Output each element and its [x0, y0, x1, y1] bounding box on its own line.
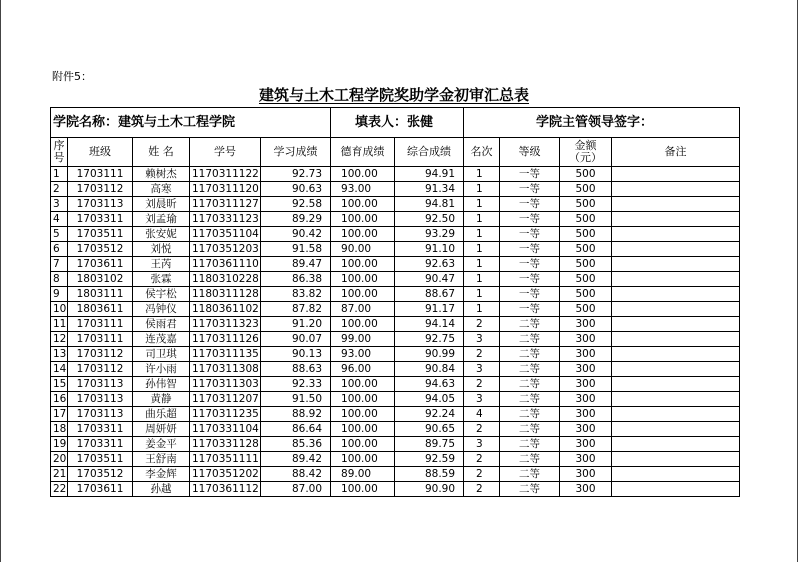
cell-name: 周妍妍 — [133, 422, 190, 437]
cell-grade: 一等 — [500, 287, 560, 302]
cell-class: 1703311 — [68, 212, 133, 227]
cell-moral-score: 100.00 — [331, 452, 395, 467]
cell-study-score: 90.63 — [261, 182, 331, 197]
cell-amount: 500 — [560, 257, 612, 272]
table-row — [51, 467, 740, 482]
cell-total-score: 90.84 — [395, 362, 464, 377]
cell-name: 王芮 — [133, 257, 190, 272]
cell-remark — [612, 197, 740, 212]
cell-seq: 12 — [51, 332, 68, 347]
cell-remark — [612, 482, 740, 497]
cell-seq: 11 — [51, 317, 68, 332]
cell-student-id: 1170311126 — [190, 332, 261, 347]
cell-seq: 16 — [51, 392, 68, 407]
cell-rank: 1 — [464, 302, 500, 317]
cell-grade: 二等 — [500, 452, 560, 467]
cell-name: 曲乐超 — [133, 407, 190, 422]
cell-total-score: 90.99 — [395, 347, 464, 362]
cell-seq: 14 — [51, 362, 68, 377]
meta-row — [51, 108, 740, 138]
cell-rank: 2 — [464, 317, 500, 332]
header-student-id: 学号 — [190, 138, 261, 167]
cell-study-score: 90.07 — [261, 332, 331, 347]
cell-remark — [612, 227, 740, 242]
page-left-border — [0, 0, 1, 562]
cell-amount: 500 — [560, 302, 612, 317]
cell-class: 1703113 — [68, 377, 133, 392]
cell-grade: 二等 — [500, 317, 560, 332]
cell-class: 1703111 — [68, 167, 133, 182]
cell-seq: 18 — [51, 422, 68, 437]
cell-rank: 1 — [464, 257, 500, 272]
cell-moral-score: 99.00 — [331, 332, 395, 347]
cell-name: 刘悦 — [133, 242, 190, 257]
cell-student-id: 1180361102 — [190, 302, 261, 317]
cell-student-id: 1170331104 — [190, 422, 261, 437]
cell-seq: 10 — [51, 302, 68, 317]
cell-total-score: 88.59 — [395, 467, 464, 482]
cell-name: 侯宇松 — [133, 287, 190, 302]
cell-seq: 13 — [51, 347, 68, 362]
cell-total-score: 91.17 — [395, 302, 464, 317]
table-row — [51, 377, 740, 392]
table-row — [51, 197, 740, 212]
cell-study-score: 92.33 — [261, 377, 331, 392]
cell-class: 1703113 — [68, 392, 133, 407]
cell-moral-score: 100.00 — [331, 317, 395, 332]
cell-amount: 500 — [560, 272, 612, 287]
table-row — [51, 212, 740, 227]
cell-remark — [612, 317, 740, 332]
cell-student-id: 1170311207 — [190, 392, 261, 407]
cell-remark — [612, 272, 740, 287]
cell-name: 高寒 — [133, 182, 190, 197]
header-name: 姓 名 — [133, 138, 190, 167]
cell-grade: 二等 — [500, 467, 560, 482]
cell-moral-score: 100.00 — [331, 167, 395, 182]
cell-name: 孙越 — [133, 482, 190, 497]
cell-seq: 8 — [51, 272, 68, 287]
cell-total-score: 93.29 — [395, 227, 464, 242]
cell-moral-score: 100.00 — [331, 392, 395, 407]
cell-seq: 4 — [51, 212, 68, 227]
table-row — [51, 362, 740, 377]
table-row — [51, 167, 740, 182]
cell-grade: 二等 — [500, 392, 560, 407]
cell-remark — [612, 182, 740, 197]
cell-class: 1703112 — [68, 182, 133, 197]
cell-total-score: 90.90 — [395, 482, 464, 497]
cell-total-score: 94.81 — [395, 197, 464, 212]
cell-seq: 19 — [51, 437, 68, 452]
cell-rank: 4 — [464, 407, 500, 422]
cell-moral-score: 100.00 — [331, 437, 395, 452]
cell-study-score: 86.38 — [261, 272, 331, 287]
cell-study-score: 87.00 — [261, 482, 331, 497]
cell-moral-score: 93.00 — [331, 347, 395, 362]
cell-student-id: 1170311308 — [190, 362, 261, 377]
cell-student-id: 1170331128 — [190, 437, 261, 452]
cell-rank: 1 — [464, 212, 500, 227]
cell-amount: 300 — [560, 392, 612, 407]
cell-student-id: 1170311127 — [190, 197, 261, 212]
cell-name: 姜金平 — [133, 437, 190, 452]
cell-remark — [612, 407, 740, 422]
cell-remark — [612, 452, 740, 467]
cell-seq: 1 — [51, 167, 68, 182]
cell-remark — [612, 392, 740, 407]
header-amount: 金额（元） — [560, 138, 612, 167]
cell-name: 张安妮 — [133, 227, 190, 242]
cell-grade: 二等 — [500, 422, 560, 437]
cell-amount: 300 — [560, 452, 612, 467]
page-title: 建筑与土木工程学院奖助学金初审汇总表 — [258, 86, 529, 104]
cell-amount: 500 — [560, 167, 612, 182]
table-row — [51, 482, 740, 497]
cell-rank: 2 — [464, 422, 500, 437]
cell-remark — [612, 377, 740, 392]
cell-student-id: 1170351202 — [190, 467, 261, 482]
cell-remark — [612, 167, 740, 182]
header-class: 班级 — [68, 138, 133, 167]
header-moral-score: 德育成绩 — [331, 138, 395, 167]
leader-signature: 学院主管领导签字： — [464, 108, 740, 138]
header-row — [51, 138, 740, 167]
cell-amount: 300 — [560, 437, 612, 452]
cell-student-id: 1170351203 — [190, 242, 261, 257]
cell-total-score: 92.24 — [395, 407, 464, 422]
cell-study-score: 91.50 — [261, 392, 331, 407]
table-row — [51, 227, 740, 242]
cell-total-score: 92.63 — [395, 257, 464, 272]
cell-name: 侯雨君 — [133, 317, 190, 332]
cell-amount: 300 — [560, 422, 612, 437]
cell-study-score: 86.64 — [261, 422, 331, 437]
cell-rank: 3 — [464, 362, 500, 377]
cell-student-id: 1170351111 — [190, 452, 261, 467]
cell-class: 1703113 — [68, 407, 133, 422]
cell-total-score: 88.67 — [395, 287, 464, 302]
cell-amount: 500 — [560, 227, 612, 242]
cell-amount: 300 — [560, 317, 612, 332]
cell-class: 1703113 — [68, 197, 133, 212]
cell-class: 1703111 — [68, 317, 133, 332]
cell-grade: 一等 — [500, 182, 560, 197]
cell-remark — [612, 332, 740, 347]
cell-class: 1703112 — [68, 362, 133, 377]
cell-study-score: 88.92 — [261, 407, 331, 422]
cell-remark — [612, 212, 740, 227]
cell-remark — [612, 437, 740, 452]
cell-moral-score: 100.00 — [331, 482, 395, 497]
cell-moral-score: 100.00 — [331, 407, 395, 422]
cell-grade: 一等 — [500, 167, 560, 182]
cell-name: 冯钟仪 — [133, 302, 190, 317]
table-row — [51, 392, 740, 407]
cell-class: 1703111 — [68, 332, 133, 347]
summary-table — [50, 107, 740, 497]
cell-seq: 21 — [51, 467, 68, 482]
cell-moral-score: 90.00 — [331, 242, 395, 257]
cell-class: 1703112 — [68, 347, 133, 362]
header-total-score: 综合成绩 — [395, 138, 464, 167]
form-filler: 填表人：张健 — [331, 108, 464, 138]
cell-class: 1703511 — [68, 227, 133, 242]
cell-amount: 500 — [560, 242, 612, 257]
cell-amount: 300 — [560, 362, 612, 377]
table-row — [51, 287, 740, 302]
cell-student-id: 1170361110 — [190, 257, 261, 272]
cell-name: 赖树杰 — [133, 167, 190, 182]
cell-rank: 3 — [464, 332, 500, 347]
cell-seq: 6 — [51, 242, 68, 257]
cell-moral-score: 100.00 — [331, 287, 395, 302]
cell-student-id: 1170311303 — [190, 377, 261, 392]
cell-seq: 5 — [51, 227, 68, 242]
cell-rank: 1 — [464, 167, 500, 182]
cell-class: 1703311 — [68, 437, 133, 452]
cell-grade: 二等 — [500, 377, 560, 392]
cell-moral-score: 100.00 — [331, 377, 395, 392]
cell-seq: 3 — [51, 197, 68, 212]
cell-rank: 2 — [464, 377, 500, 392]
cell-amount: 300 — [560, 467, 612, 482]
cell-name: 刘晨昕 — [133, 197, 190, 212]
cell-name: 司卫琪 — [133, 347, 190, 362]
cell-name: 连茂嘉 — [133, 332, 190, 347]
cell-name: 王舒南 — [133, 452, 190, 467]
table-row — [51, 317, 740, 332]
cell-remark — [612, 302, 740, 317]
cell-moral-score: 100.00 — [331, 197, 395, 212]
cell-total-score: 94.14 — [395, 317, 464, 332]
cell-amount: 500 — [560, 212, 612, 227]
cell-amount: 300 — [560, 332, 612, 347]
cell-rank: 3 — [464, 392, 500, 407]
cell-moral-score: 87.00 — [331, 302, 395, 317]
cell-study-score: 88.63 — [261, 362, 331, 377]
cell-remark — [612, 347, 740, 362]
cell-moral-score: 89.00 — [331, 467, 395, 482]
cell-study-score: 85.36 — [261, 437, 331, 452]
cell-student-id: 1170311323 — [190, 317, 261, 332]
table-row — [51, 437, 740, 452]
cell-seq: 17 — [51, 407, 68, 422]
table-row — [51, 332, 740, 347]
cell-rank: 2 — [464, 482, 500, 497]
cell-student-id: 1170331123 — [190, 212, 261, 227]
cell-seq: 15 — [51, 377, 68, 392]
cell-rank: 1 — [464, 287, 500, 302]
cell-total-score: 94.63 — [395, 377, 464, 392]
cell-rank: 1 — [464, 197, 500, 212]
cell-amount: 500 — [560, 197, 612, 212]
cell-grade: 一等 — [500, 257, 560, 272]
cell-study-score: 83.82 — [261, 287, 331, 302]
cell-class: 1803111 — [68, 287, 133, 302]
table-row — [51, 182, 740, 197]
cell-study-score: 91.58 — [261, 242, 331, 257]
cell-student-id: 1170311120 — [190, 182, 261, 197]
cell-total-score: 90.65 — [395, 422, 464, 437]
cell-seq: 22 — [51, 482, 68, 497]
cell-amount: 500 — [560, 287, 612, 302]
cell-moral-score: 100.00 — [331, 422, 395, 437]
attachment-label: 附件5： — [52, 70, 92, 83]
cell-study-score: 88.42 — [261, 467, 331, 482]
cell-study-score: 90.13 — [261, 347, 331, 362]
table-row — [51, 242, 740, 257]
header-rank: 名次 — [464, 138, 500, 167]
table-row — [51, 422, 740, 437]
cell-total-score: 94.91 — [395, 167, 464, 182]
cell-study-score: 92.58 — [261, 197, 331, 212]
table-row — [51, 347, 740, 362]
cell-grade: 二等 — [500, 437, 560, 452]
header-study-score: 学习成绩 — [261, 138, 331, 167]
cell-study-score: 90.42 — [261, 227, 331, 242]
cell-grade: 二等 — [500, 407, 560, 422]
cell-class: 1703611 — [68, 482, 133, 497]
cell-remark — [612, 257, 740, 272]
cell-amount: 500 — [560, 182, 612, 197]
cell-rank: 1 — [464, 272, 500, 287]
cell-grade: 一等 — [500, 302, 560, 317]
cell-grade: 一等 — [500, 272, 560, 287]
cell-student-id: 1170311122 — [190, 167, 261, 182]
cell-amount: 300 — [560, 407, 612, 422]
cell-grade: 一等 — [500, 197, 560, 212]
cell-grade: 一等 — [500, 212, 560, 227]
cell-moral-score: 100.00 — [331, 227, 395, 242]
header-grade: 等级 — [500, 138, 560, 167]
cell-class: 1703512 — [68, 467, 133, 482]
cell-rank: 1 — [464, 242, 500, 257]
cell-name: 刘孟瑜 — [133, 212, 190, 227]
cell-student-id: 1170351104 — [190, 227, 261, 242]
cell-total-score: 94.05 — [395, 392, 464, 407]
cell-class: 1803611 — [68, 302, 133, 317]
cell-study-score: 91.20 — [261, 317, 331, 332]
cell-student-id: 1180310228 — [190, 272, 261, 287]
school-name: 学院名称：建筑与土木工程学院 — [51, 108, 331, 138]
cell-rank: 2 — [464, 452, 500, 467]
cell-name: 孙伟智 — [133, 377, 190, 392]
table-row — [51, 272, 740, 287]
cell-remark — [612, 362, 740, 377]
cell-student-id: 1170311235 — [190, 407, 261, 422]
cell-seq: 7 — [51, 257, 68, 272]
cell-total-score: 89.75 — [395, 437, 464, 452]
cell-total-score: 92.50 — [395, 212, 464, 227]
cell-rank: 3 — [464, 437, 500, 452]
cell-class: 1803102 — [68, 272, 133, 287]
cell-name: 许小雨 — [133, 362, 190, 377]
cell-remark — [612, 287, 740, 302]
table-row — [51, 452, 740, 467]
cell-study-score: 92.73 — [261, 167, 331, 182]
table-row — [51, 302, 740, 317]
cell-name: 张霖 — [133, 272, 190, 287]
header-remark: 备注 — [612, 138, 740, 167]
cell-total-score: 91.34 — [395, 182, 464, 197]
cell-class: 1703512 — [68, 242, 133, 257]
cell-grade: 二等 — [500, 332, 560, 347]
cell-remark — [612, 422, 740, 437]
cell-seq: 9 — [51, 287, 68, 302]
cell-study-score: 87.82 — [261, 302, 331, 317]
cell-seq: 2 — [51, 182, 68, 197]
cell-grade: 二等 — [500, 362, 560, 377]
cell-moral-score: 100.00 — [331, 212, 395, 227]
cell-amount: 300 — [560, 347, 612, 362]
table-row — [51, 257, 740, 272]
cell-remark — [612, 467, 740, 482]
cell-moral-score: 100.00 — [331, 257, 395, 272]
cell-grade: 二等 — [500, 347, 560, 362]
cell-amount: 300 — [560, 482, 612, 497]
cell-moral-score: 93.00 — [331, 182, 395, 197]
cell-study-score: 89.47 — [261, 257, 331, 272]
cell-total-score: 92.75 — [395, 332, 464, 347]
cell-study-score: 89.29 — [261, 212, 331, 227]
header-seq: 序号 — [51, 138, 68, 167]
cell-grade: 二等 — [500, 482, 560, 497]
cell-moral-score: 96.00 — [331, 362, 395, 377]
cell-seq: 20 — [51, 452, 68, 467]
cell-moral-score: 100.00 — [331, 272, 395, 287]
cell-rank: 1 — [464, 182, 500, 197]
cell-name: 黄静 — [133, 392, 190, 407]
cell-study-score: 89.42 — [261, 452, 331, 467]
cell-rank: 1 — [464, 227, 500, 242]
cell-student-id: 1170311135 — [190, 347, 261, 362]
cell-class: 1703611 — [68, 257, 133, 272]
cell-rank: 2 — [464, 347, 500, 362]
cell-class: 1703511 — [68, 452, 133, 467]
cell-student-id: 1170361112 — [190, 482, 261, 497]
cell-class: 1703311 — [68, 422, 133, 437]
cell-total-score: 91.10 — [395, 242, 464, 257]
cell-total-score: 92.59 — [395, 452, 464, 467]
cell-name: 李金辉 — [133, 467, 190, 482]
cell-grade: 一等 — [500, 227, 560, 242]
cell-rank: 2 — [464, 467, 500, 482]
table-row — [51, 407, 740, 422]
cell-amount: 300 — [560, 377, 612, 392]
cell-remark — [612, 242, 740, 257]
cell-student-id: 1180311128 — [190, 287, 261, 302]
cell-grade: 一等 — [500, 242, 560, 257]
cell-total-score: 90.47 — [395, 272, 464, 287]
